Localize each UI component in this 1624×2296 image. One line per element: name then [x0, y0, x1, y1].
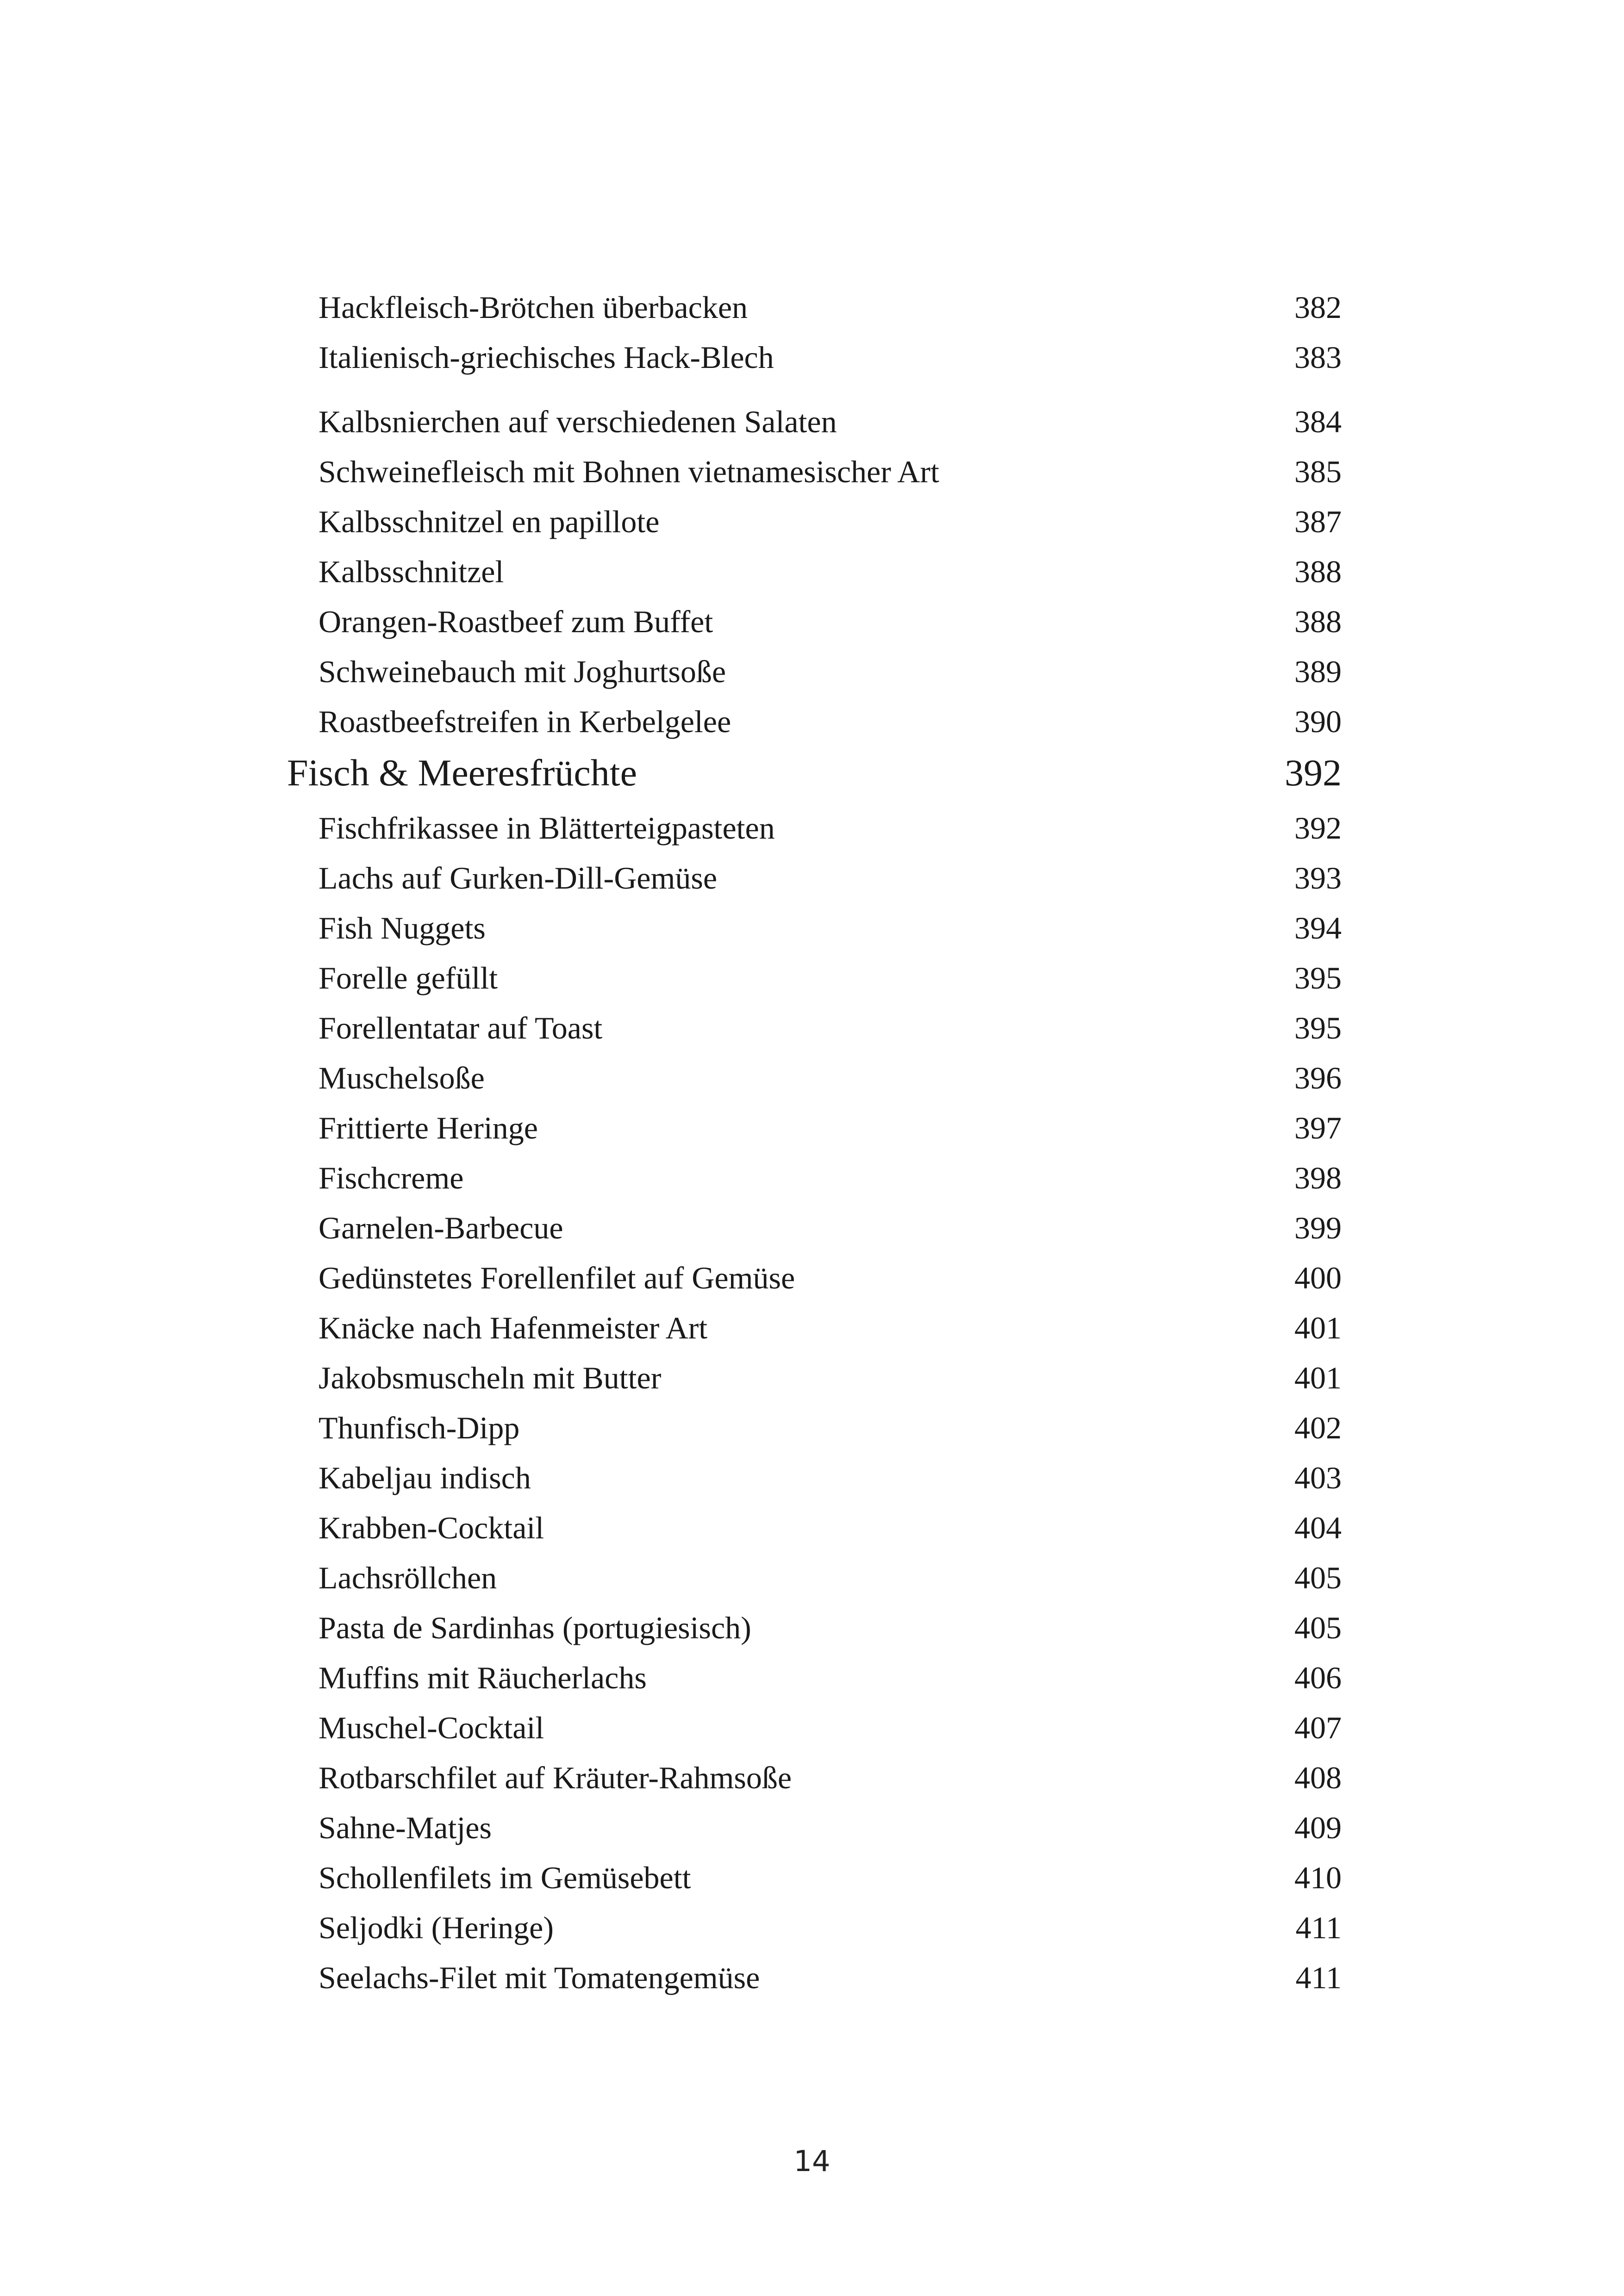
- toc-entry: [319, 1103, 1342, 1153]
- toc-entry-page: 405: [1294, 1560, 1342, 1595]
- toc-entry: [319, 397, 1342, 447]
- toc-entry-page: 393: [1294, 860, 1342, 896]
- toc-entry: [319, 1803, 1342, 1853]
- toc-entry-title: Italienisch-griechisches Hack-Blech: [319, 340, 774, 375]
- toc-entry-page: 404: [1294, 1510, 1342, 1545]
- toc-entry-page: 394: [1294, 910, 1342, 946]
- toc-entry: [319, 647, 1342, 697]
- toc-entry-page: 399: [1294, 1210, 1342, 1245]
- toc-entry-title: Frittierte Heringe: [319, 1110, 538, 1145]
- toc-entry: [319, 903, 1342, 953]
- toc-entry-page: 387: [1294, 504, 1342, 539]
- toc-entry-page: 392: [1294, 810, 1342, 846]
- toc-entry-title: Forelle gefüllt: [319, 960, 498, 996]
- toc-entry-page: 400: [1294, 1260, 1342, 1295]
- toc-entry: [319, 282, 1342, 332]
- toc-entry: [319, 1053, 1342, 1103]
- toc-entry-title: Seljodki (Heringe): [319, 1910, 554, 1945]
- toc-entry-page: 411: [1295, 1960, 1342, 1995]
- toc-entry-title: Kalbsschnitzel en papillote: [319, 504, 660, 539]
- toc-entry-title: Fish Nuggets: [319, 910, 486, 946]
- toc-entry-title: Thunfisch-Dipp: [319, 1410, 520, 1445]
- toc-entry: [319, 1353, 1342, 1403]
- toc-entry-page: 403: [1294, 1460, 1342, 1495]
- toc-entry-page: 401: [1294, 1360, 1342, 1395]
- toc-entry-title: Krabben-Cocktail: [319, 1510, 544, 1545]
- toc-entry-title: Pasta de Sardinhas (portugiesisch): [319, 1610, 751, 1645]
- toc-entry: [319, 447, 1342, 497]
- toc-entry-page: 395: [1294, 960, 1342, 996]
- toc-entry-title: Knäcke nach Hafenmeister Art: [319, 1310, 708, 1345]
- toc-entry-title: Fischfrikassee in Blätterteigpasteten: [319, 810, 775, 846]
- toc-entry-page: 383: [1294, 340, 1342, 375]
- toc-entry: [319, 1503, 1342, 1553]
- page-number: 14: [793, 2144, 831, 2178]
- toc-entry: [319, 1003, 1342, 1053]
- toc-entry-page: 409: [1294, 1810, 1342, 1845]
- toc-entry: [319, 332, 1342, 382]
- toc-entry-title: Forellentatar auf Toast: [319, 1010, 603, 1045]
- toc-entry: [319, 1153, 1342, 1203]
- toc-entry-page: 389: [1294, 654, 1342, 689]
- toc-entry-page: 411: [1295, 1910, 1342, 1945]
- toc-entry-page: 405: [1294, 1610, 1342, 1645]
- toc-entry-title: Muschelsoße: [319, 1060, 485, 1095]
- toc-entry: [319, 853, 1342, 903]
- toc-entry-page: 390: [1294, 704, 1342, 739]
- toc-entry: [319, 1453, 1342, 1503]
- toc-entry: [319, 1653, 1342, 1703]
- toc-entry-page: 407: [1294, 1710, 1342, 1745]
- toc-entry-title: Fischcreme: [319, 1160, 464, 1195]
- toc-entry: [319, 1703, 1342, 1753]
- toc-entry: [319, 953, 1342, 1003]
- toc-entry: [319, 1253, 1342, 1303]
- toc-entry-title: Muschel-Cocktail: [319, 1710, 544, 1745]
- toc-entry: [319, 547, 1342, 597]
- toc-entry: [319, 1553, 1342, 1603]
- toc-entry: [319, 1853, 1342, 1903]
- toc-entry-page: 402: [1294, 1410, 1342, 1445]
- toc-entry: [319, 697, 1342, 747]
- toc-entry-page: 385: [1294, 454, 1342, 489]
- toc-entry-page: 398: [1294, 1160, 1342, 1195]
- toc-entry-page: 388: [1294, 554, 1342, 589]
- toc-entry-title: Kabeljau indisch: [319, 1460, 531, 1495]
- toc-entry: [319, 1203, 1342, 1253]
- toc-entry: [319, 1603, 1342, 1653]
- toc-entry-page: 382: [1294, 290, 1342, 325]
- toc-entry-page: 396: [1294, 1060, 1342, 1095]
- toc-entry-page: 406: [1294, 1660, 1342, 1695]
- toc-section-heading: [287, 745, 1342, 801]
- toc-entry-page: 384: [1294, 404, 1342, 439]
- toc-entry-title: Roastbeefstreifen in Kerbelgelee: [319, 704, 731, 739]
- toc-entry-title: Hackfleisch-Brötchen überbacken: [319, 290, 748, 325]
- toc-entry-title: Gedünstetes Forellenfilet auf Gemüse: [319, 1260, 795, 1295]
- toc-entry-title: Muffins mit Räucherlachs: [319, 1660, 647, 1695]
- toc-entry-title: Kalbsnierchen auf verschiedenen Salaten: [319, 404, 837, 439]
- toc-entry-title: Sahne-Matjes: [319, 1810, 492, 1845]
- toc-entry-page: 397: [1294, 1110, 1342, 1145]
- toc-entry: [319, 1753, 1342, 1803]
- toc-entry: [319, 1903, 1342, 1953]
- toc-entry-title: Schollenfilets im Gemüsebett: [319, 1860, 691, 1895]
- toc-entry-page: 408: [1294, 1760, 1342, 1795]
- toc-entry: [319, 1953, 1342, 2003]
- toc-entry-title: Schweinefleisch mit Bohnen vietnamesischer Art: [319, 454, 939, 489]
- toc-entry: [319, 1403, 1342, 1453]
- toc-section-title: Fisch & Meeresfrüchte: [287, 752, 637, 794]
- toc-section-page: 392: [1285, 752, 1342, 794]
- toc-entry-title: Jakobsmuscheln mit Butter: [319, 1360, 662, 1395]
- toc-entry-title: Schweinebauch mit Joghurtsoße: [319, 654, 726, 689]
- toc-entry-title: Orangen-Roastbeef zum Buffet: [319, 604, 713, 639]
- toc-entry-title: Lachs auf Gurken-Dill-Gemüse: [319, 860, 718, 896]
- toc-entry-title: Rotbarschfilet auf Kräuter-Rahmsoße: [319, 1760, 792, 1795]
- toc-entry-title: Seelachs-Filet mit Tomatengemüse: [319, 1960, 760, 1995]
- toc-entry-title: Kalbsschnitzel: [319, 554, 504, 589]
- toc-entry-page: 388: [1294, 604, 1342, 639]
- toc-entry-page: 410: [1294, 1860, 1342, 1895]
- toc-entry: [319, 803, 1342, 853]
- toc-entry-page: 395: [1294, 1010, 1342, 1045]
- toc-entry-title: Lachsröllchen: [319, 1560, 497, 1595]
- toc-entry: [319, 1303, 1342, 1353]
- toc-entry: [319, 497, 1342, 547]
- toc-entry: [319, 597, 1342, 647]
- toc-entry-page: 401: [1294, 1310, 1342, 1345]
- toc-entry-title: Garnelen-Barbecue: [319, 1210, 563, 1245]
